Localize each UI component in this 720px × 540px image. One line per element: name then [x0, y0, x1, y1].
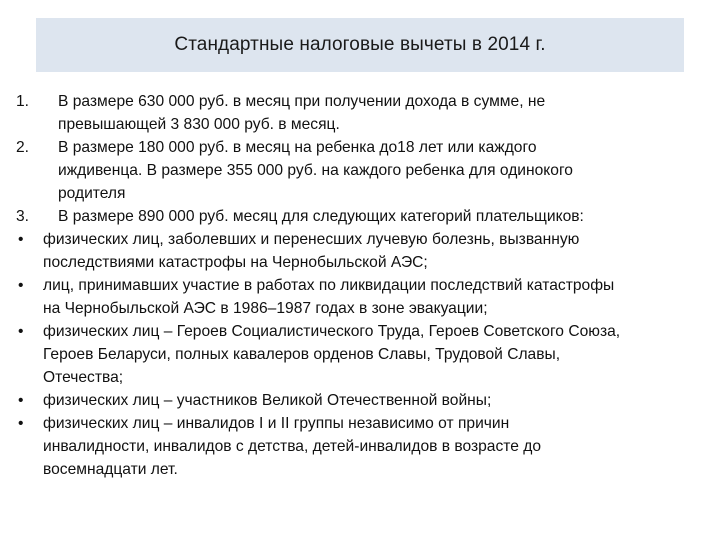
deductions-list	[10, 90, 715, 481]
bullet-text-line: последствиями катастрофы на Чернобыльской АЭС;	[43, 254, 428, 271]
bullet-marker: •	[18, 392, 24, 409]
bullet-item-chernobyl-illness	[10, 228, 715, 274]
bullet-text-line: Отечества;	[43, 369, 124, 386]
item-text-line: родителя	[58, 185, 126, 202]
numbered-item-1	[10, 90, 715, 136]
bullet-text-line: физических лиц, заболевших и перенесших лучевую болезнь, вызванную	[43, 231, 580, 248]
bullet-text-line: восемнадцати лет.	[43, 461, 178, 478]
item-text-line: превышающей 3 830 000 руб. в месяц.	[58, 116, 340, 133]
item-text-line: В размере 890 000 руб. месяц для следующих категорий плательщиков:	[58, 208, 584, 225]
bullet-text-line: физических лиц – участников Великой Отечественной войны;	[43, 392, 492, 409]
bullet-item-chernobyl-liquidators	[10, 274, 715, 320]
bullet-text-line: лиц, принимавших участие в работах по ликвидации последствий катастрофы	[43, 277, 615, 294]
item-text-line: В размере 630 000 руб. в месяц при получении дохода в сумме, не	[58, 93, 546, 110]
item-text-line: иждивенца. В размере 355 000 руб. на каждого ребенка для одинокого	[58, 162, 573, 179]
bullet-text-line: физических лиц – инвалидов I и II группы независимо от причин	[43, 415, 510, 432]
bullet-text-line: физических лиц – Героев Социалистического Труда, Героев Советского Союза,	[43, 323, 621, 340]
bullet-item-disabled	[10, 412, 715, 481]
bullet-marker: •	[18, 231, 24, 248]
bullet-marker: •	[18, 277, 24, 294]
item-text-line: В размере 180 000 руб. в месяц на ребенка до18 лет или каждого	[58, 139, 537, 156]
bullet-item-war-veterans	[10, 389, 715, 412]
bullet-text-line: на Чернобыльской АЭС в 1986–1987 годах в зоне эвакуации;	[43, 300, 488, 317]
bullet-marker: •	[18, 415, 24, 432]
item-number: 2.	[16, 139, 30, 156]
numbered-item-3	[10, 205, 715, 228]
numbered-item-2	[10, 136, 715, 205]
slide-title: Стандартные налоговые вычеты в 2014 г.	[174, 34, 546, 55]
bullet-text-line: Героев Беларуси, полных кавалеров орденов Славы, Трудовой Славы,	[43, 346, 561, 363]
bullet-marker: •	[18, 323, 24, 340]
item-number: 3.	[16, 208, 30, 225]
bullet-item-heroes	[10, 320, 715, 389]
bullet-text-line: инвалидности, инвалидов с детства, детей-инвалидов в возрасте до	[43, 438, 542, 455]
item-number: 1.	[16, 93, 30, 110]
title-banner	[36, 18, 684, 72]
